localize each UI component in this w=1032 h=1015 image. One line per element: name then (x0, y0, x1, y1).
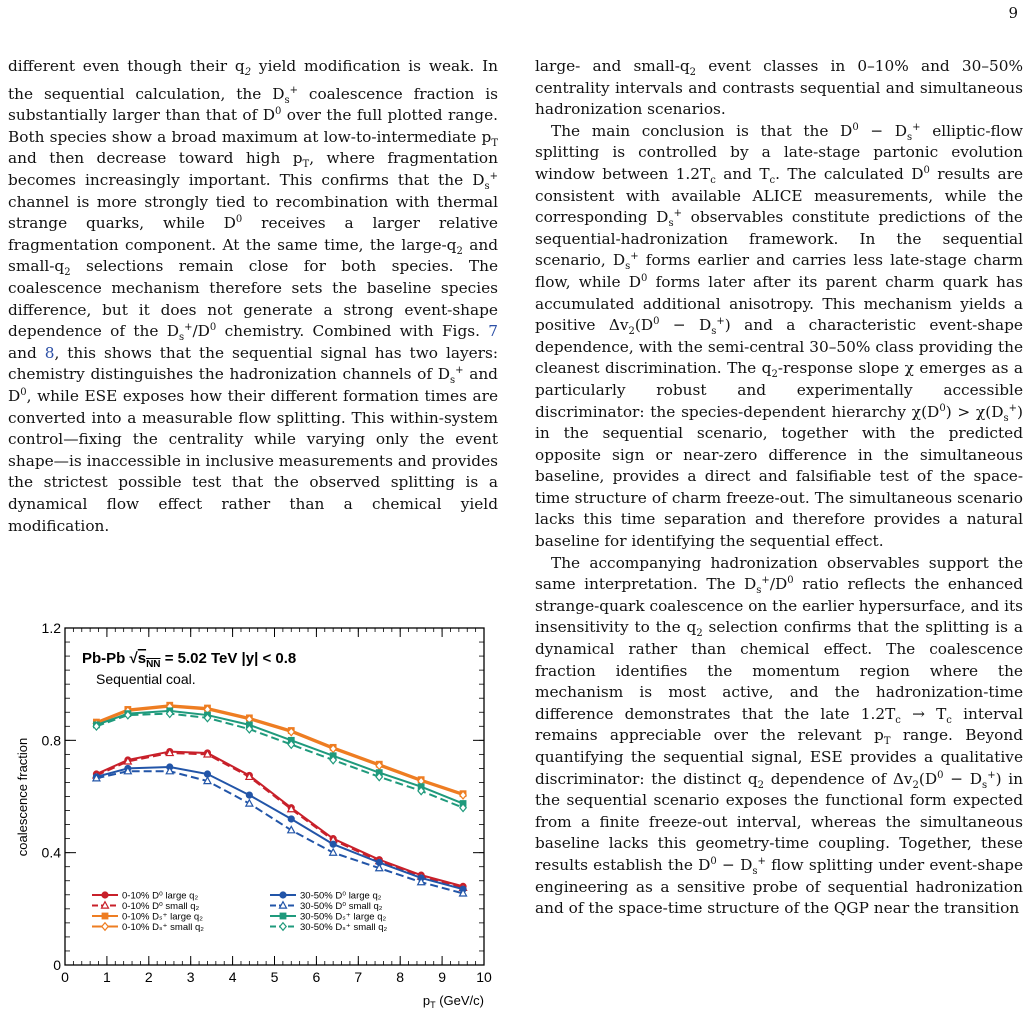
x-tick-label: 2 (144, 969, 153, 985)
series-line (96, 711, 463, 804)
legend-marker (102, 913, 108, 919)
legend-marker (280, 923, 286, 931)
legend-marker (280, 913, 286, 919)
y-tick-label: 0.8 (41, 732, 61, 749)
legend-label: 0-10% D⁰ large q₂ (122, 890, 199, 902)
figure-header-line1: Pb-Pb $√s_{NN} = 5.02$ TeV |y| < 0.8 (82, 650, 297, 670)
legend-marker (102, 923, 108, 931)
x-tick-label: 8 (396, 969, 405, 985)
legend-entry (92, 912, 203, 923)
y-tick-label: 1.2 (41, 620, 61, 636)
series-line (96, 771, 463, 893)
series-line (96, 705, 463, 793)
series-7 (93, 710, 466, 812)
series-0 (93, 749, 466, 890)
x-tick-label: 4 (228, 969, 237, 985)
left-column (8, 56, 498, 537)
series-6 (94, 708, 466, 806)
series-line (96, 753, 463, 888)
x-axis-label: $p_T$ (GeV/c) (422, 993, 484, 1010)
right-paragraph-1: large- and small-$q_2$ event classes in 0–10% and 30–50% centrality intervals and contrasts sequential and simultaneous hadronization scenarios. (535, 57, 1023, 119)
legend-entry (270, 922, 388, 933)
x-tick-label: 7 (354, 969, 363, 985)
right-paragraph-3: The accompanying hadronization observables support the same interpretation. The $D_s^+/D^0$ ratio reflects the enhanced strange-quark coalescence on the earlier hypersurface, and its insensitivity to the $q_2$ selection confirms that the splitting is a dynamical rather than chemical effect. The coalescence fraction identifies the momentum region where the mechanism is most active, and the hadronization-time difference demonstrates that the late $1.2T_c \to T_c$ interval remains appreciable over the relevant $p_T$ range. Beyond quantifying the sequential signal, ESE provides a qualitative discriminator: the distinct $q_2$ dependence of $\Delta v_2(D^0 - D_s^+)$ in the sequential scenario exposes the functional form expected from a finite freeze-out interval, whereas the simultaneous baseline lacks this geometry-time coupling. Together, these results establish the $D^0 - D_s^+$ flow splitting under event-shape engineering as a sensitive probe of sequential hadronization and of the space-time structure of the QGP near the transition (535, 553, 1024, 918)
legend-entry (270, 901, 383, 912)
fig-7-link[interactable]: 7 (488, 322, 498, 341)
figure-header-line2: Sequential coal. (96, 671, 196, 687)
legend-label: 0-10% Dₛ⁺ small q₂ (122, 922, 204, 933)
legend-label: 30-50% Dₛ⁺ large q₂ (300, 911, 387, 923)
x-tick-label: 1 (103, 969, 111, 985)
legend-label: 30-50% Dₛ⁺ small q₂ (300, 922, 388, 933)
legend-marker (102, 892, 108, 898)
legend-label: 0-10% Dₛ⁺ large q₂ (122, 911, 203, 923)
x-tick-label: 9 (438, 969, 446, 985)
y-tick-label: 0 (53, 957, 61, 973)
data-point (288, 816, 294, 822)
legend-entry (92, 922, 204, 933)
x-tick-label: 3 (186, 969, 195, 985)
legend-entry (270, 891, 382, 902)
coalescence-fraction-figure (0, 612, 510, 1011)
x-tick-label: 5 (270, 969, 279, 985)
chart-svg (0, 612, 510, 1011)
data-point (246, 792, 252, 798)
left-paragraph-1: different even though their $q_2$ yield modification is weak. In the sequential calculation, the $D_s^+$ coalescence fraction is substantially larger than that of $D^0$ over the full plotted range. Both species show a broad maximum at low-to-intermediate $p_T$ and then decrease toward high $p_T$, where fragmentation becomes increasingly important. This confirms that the $D_s^+$ channel is more strongly tied to recombination with thermal strange quarks, while $D^0$ receives a larger relative fragmentation component. At the same time, the large-$q_2$ and small-$q_2$ selections remain close for both species. The coalescence mechanism therefore sets the baseline species difference, but it does not generate a strong event-shape dependence of the $D_s^+/D^0$ chemistry. Combined with Figs. 7 and 8, this shows that the sequential signal has two layers: chemistry distinguishes the hadronization channels of $D_s^+$ and $D^0$, while ESE exposes how their different formation times are converted into a measurable flow splitting. This within-system control—fixing the centrality while varying only the event shape—is inaccessible in inclusive measurements and provides the strictest possible test that the observed splitting is a dynamical flow effect rather than a chemical yield modification. (8, 57, 499, 535)
data-point (330, 841, 336, 847)
legend-marker (280, 892, 286, 898)
legend-label: 30-50% D⁰ large q₂ (300, 890, 382, 902)
x-tick-label: 10 (476, 969, 492, 985)
legend-label: 30-50% D⁰ small q₂ (300, 901, 383, 912)
legend-entry (92, 891, 198, 902)
legend-entry (92, 901, 199, 912)
x-tick-label: 6 (312, 969, 321, 985)
fig-8-link[interactable]: 8 (44, 343, 55, 362)
y-axis-label: coalescence fraction (15, 737, 30, 857)
x-tick-label: 0 (61, 969, 69, 985)
legend-entry (270, 912, 386, 923)
right-column (535, 56, 1023, 920)
legend-label: 0-10% D⁰ small q₂ (122, 901, 200, 912)
series-3 (93, 703, 466, 799)
y-tick-label: 0.4 (41, 844, 61, 861)
page-number: 9 (1008, 4, 1018, 22)
right-paragraph-2: The main conclusion is that the $D^0 - D_s^+$ elliptic-flow splitting is controlled by a late-stage partonic evolution window between $1.2T_c$ and $T_c$. The calculated $D^0$ results are consistent with available ALICE measurements, while the corresponding $D_s^+$ observables constitute predictions of the sequential-hadronization framework. In the sequential scenario, $D_s^+$ forms earlier and carries less late-stage charm flow, while $D^0$ forms later after its parent charm quark has accumulated additional anisotropy. This mechanism yields a positive $\Delta v_2(D^0 - D_s^+)$ and a characteristic event-shape dependence, with the semi-central 30–50% class providing the cleanest discrimination. The $q_2$-response slope χ emerges as a particularly robust and experimentally accessible discriminator: the species-dependent hierarchy $\chi(D^0) > \chi(D_s^+)$ in the sequential scenario, together with the predicted opposite sign or near-zero difference in the simultaneous baseline, provides a direct and falsifiable test of the space-time structure of charm freeze-out. The simultaneous scenario lacks this time separation and therefore provides a natural baseline for identifying the sequential effect. (535, 121, 1024, 551)
